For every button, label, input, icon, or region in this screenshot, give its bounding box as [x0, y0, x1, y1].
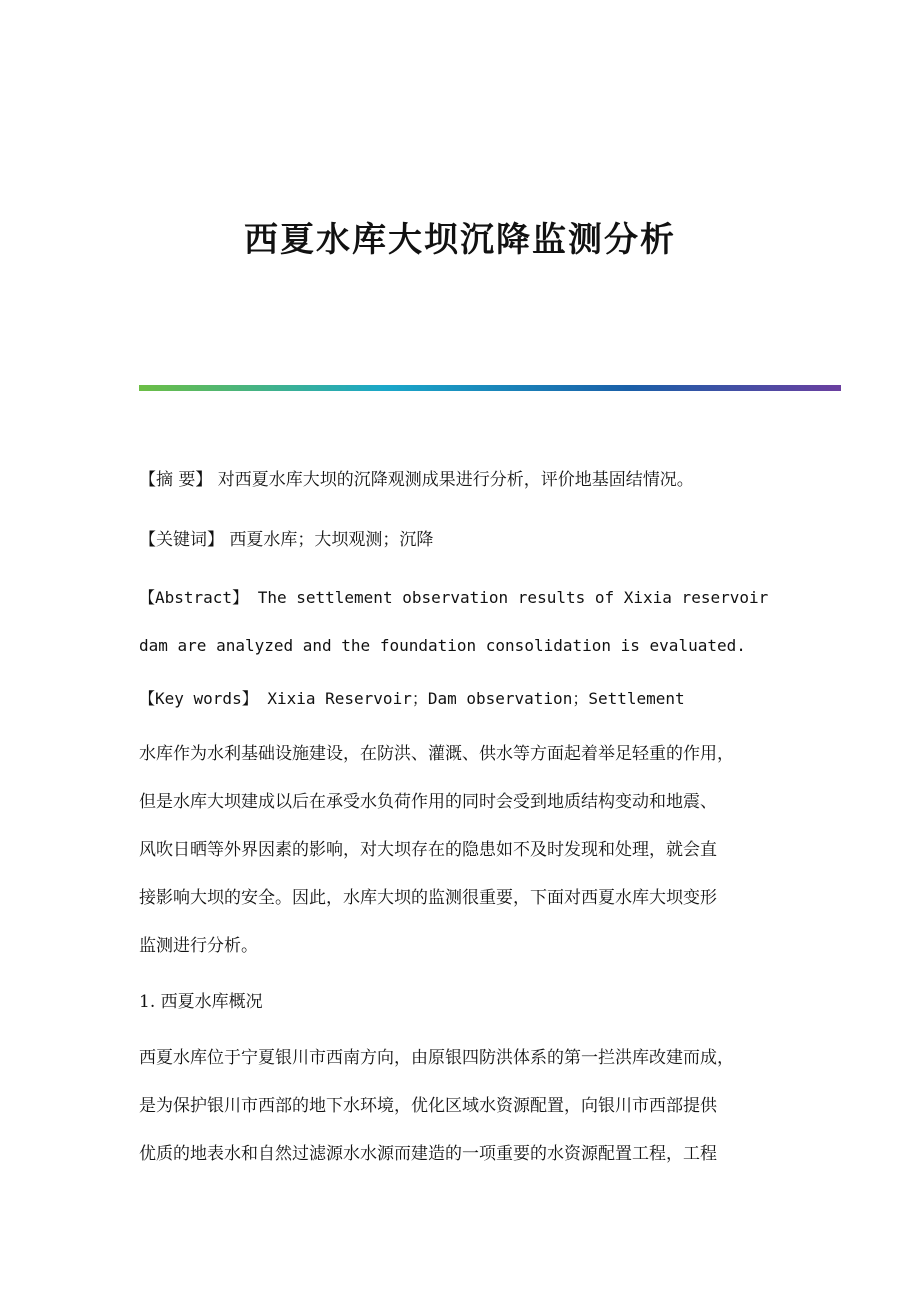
keywords-cn-text: 西夏水库；大坝观测；沉降: [224, 530, 434, 550]
keywords-en-label: 【Key words】: [139, 689, 258, 708]
keywords-en: [139, 687, 685, 711]
section-1-line: 优质的地表水和自然过滤源水水源而建造的一项重要的水资源配置工程，工程: [139, 1144, 717, 1164]
intro-line: 风吹日晒等外界因素的影响，对大坝存在的隐患如不及时发现和处理，就会直: [139, 840, 717, 860]
intro-line: 但是水库大坝建成以后在承受水负荷作用的同时会受到地质结构变动和地震、: [139, 792, 717, 812]
abstract-en-label: 【Abstract】: [139, 588, 249, 607]
abstract-en-line-2: dam are analyzed and the foundation consolidation is evaluated.: [139, 636, 746, 655]
keywords-cn: [139, 528, 433, 552]
abstract-en-text-1: The settlement observation results of Xixia reservoir: [248, 588, 769, 607]
intro-line: 接影响大坝的安全。因此，水库大坝的监测很重要，下面对西夏水库大坝变形: [139, 888, 717, 908]
abstract-cn-label: 【摘 要】: [139, 470, 213, 490]
page-title: 西夏水库大坝沉降监测分析: [244, 220, 676, 260]
abstract-cn: [139, 468, 789, 492]
section-1-heading: 1. 西夏水库概况: [139, 992, 263, 1012]
section-1-line: 是为保护银川市西部的地下水环境，优化区域水资源配置，向银川市西部提供: [139, 1096, 717, 1116]
keywords-en-text: Xixia Reservoir；Dam observation；Settlement: [257, 689, 685, 708]
keywords-cn-label: 【关键词】: [139, 530, 224, 550]
document-body: [139, 468, 789, 1164]
intro-line: 水库作为水利基础设施建设，在防洪、灌溉、供水等方面起着举足轻重的作用，: [139, 744, 734, 764]
abstract-en-line-1: [139, 586, 768, 610]
abstract-cn-text: 对西夏水库大坝的沉降观测成果进行分析，评价地基固结情况。: [212, 470, 694, 490]
section-1-line: 西夏水库位于宁夏银川市西南方向，由原银四防洪体系的第一拦洪库改建而成，: [139, 1048, 734, 1068]
intro-line: 监测进行分析。: [139, 936, 258, 956]
title-divider: [139, 385, 841, 391]
